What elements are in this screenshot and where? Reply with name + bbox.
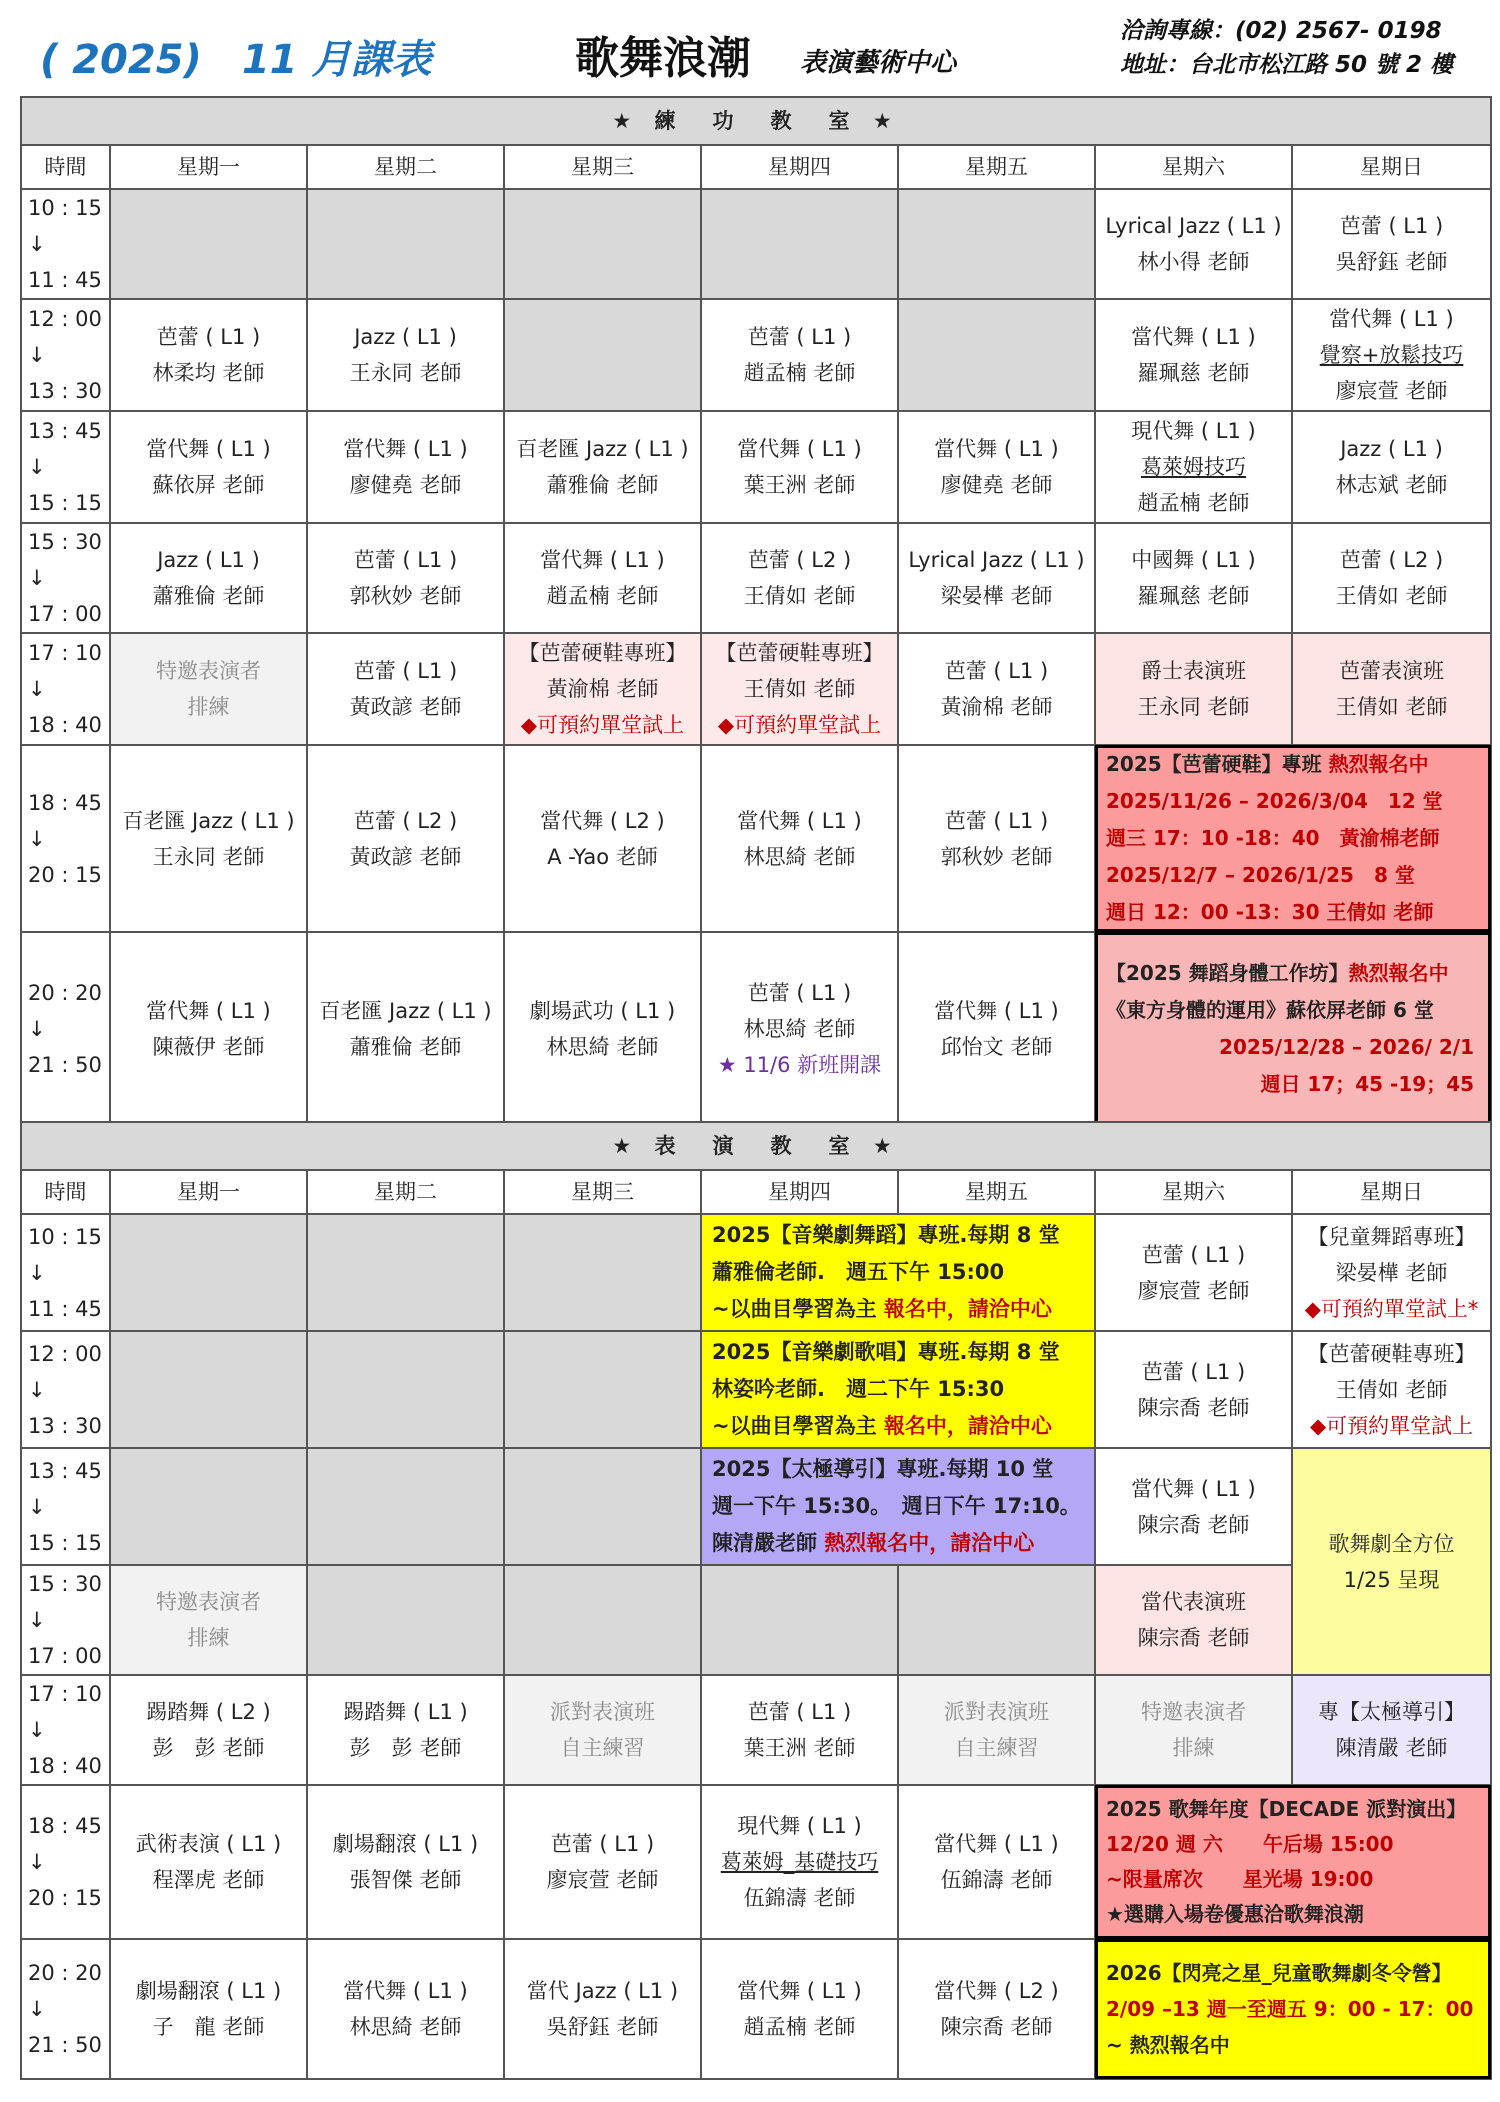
empty-cell xyxy=(898,1565,1095,1675)
class-cell: 芭蕾 ( L1 ) 陳宗喬 老師 xyxy=(1095,1331,1292,1448)
class-cell: 踢踏舞 ( L2 ) 彭 彭 老師 xyxy=(110,1675,307,1785)
table-row xyxy=(21,1214,1491,1331)
time-slot: 10 : 15 ↓ 11 : 45 xyxy=(21,189,110,299)
decade-show-promo: 2025 歌舞年度【DECADE 派對演出】 12/20 週 六 午后場 15:00 ~限量席次 星光場 19:00 ★選購入場卷優惠洽歌舞浪潮 xyxy=(1095,1785,1491,1939)
musical-dance-promo: 2025【音樂劇舞蹈】專班.每期 8 堂 蕭雅倫老師. 週五下午 15:00 ~以曲目學習為主 報名中，請洽中心 xyxy=(701,1214,1095,1331)
time-slot: 18 : 45 ↓ 20 : 15 xyxy=(21,745,110,932)
table-row xyxy=(21,745,1491,932)
table-row xyxy=(21,523,1491,633)
class-cell: 特邀表演者 排練 xyxy=(1095,1675,1292,1785)
page-header xyxy=(0,0,1500,95)
col-sat: 星期六 xyxy=(1095,145,1292,189)
table-row xyxy=(21,932,1491,1126)
performance-room-banner: ★ 表 演 教 室 ★ xyxy=(21,1122,1491,1170)
col-sat: 星期六 xyxy=(1095,1170,1292,1214)
empty-cell xyxy=(110,1448,307,1565)
class-cell: 【芭蕾硬鞋專班】 王倩如 老師 ◆可預約單堂試上 xyxy=(701,633,898,745)
schedule-title: ( 2025) 11 月課表 xyxy=(40,37,432,83)
class-cell: 芭蕾 ( L1 ) 吳舒鈺 老師 xyxy=(1292,189,1491,299)
pointe-class-promo: 2025【芭蕾硬鞋】專班 熱烈報名中 2025/11/26 – 2026/3/04 12 堂 週三 17：10 -18：40 黃渝棉老師 2025/12/7 – 2026/1/25 8 堂 週日 12：00 -13：30 王倩如 老師 xyxy=(1095,745,1491,932)
class-cell: 當代舞 ( L1 ) 羅珮慈 老師 xyxy=(1095,299,1292,411)
class-cell: 當代舞 ( L2 ) A -Yao 老師 xyxy=(504,745,701,932)
table-row xyxy=(21,1448,1491,1565)
class-cell: 當代舞 ( L1 ) 陳宗喬 老師 xyxy=(1095,1448,1292,1565)
musical-showcase-cell: 歌舞劇全方位 1/25 呈現 xyxy=(1292,1448,1491,1675)
class-cell: 當代舞 ( L1 ) 趙孟楠 老師 xyxy=(701,1939,898,2079)
class-cell: 武術表演 ( L1 ) 程澤虎 老師 xyxy=(110,1785,307,1939)
col-sun: 星期日 xyxy=(1292,1170,1491,1214)
col-time: 時間 xyxy=(21,145,110,189)
class-cell: 百老匯 Jazz ( L1 ) 蕭雅倫 老師 xyxy=(504,411,701,523)
table-row xyxy=(21,1331,1491,1448)
class-cell: Lyrical Jazz ( L1 ) 梁晏樺 老師 xyxy=(898,523,1095,633)
training-room-table xyxy=(20,96,1492,1127)
empty-cell xyxy=(110,1331,307,1448)
class-cell: 當代 Jazz ( L1 ) 吳舒鈺 老師 xyxy=(504,1939,701,2079)
time-slot: 18 : 45 ↓ 20 : 15 xyxy=(21,1785,110,1939)
class-cell: 當代表演班 陳宗喬 老師 xyxy=(1095,1565,1292,1675)
col-thu: 星期四 xyxy=(701,145,898,189)
empty-cell xyxy=(504,1214,701,1331)
class-cell: Jazz ( L1 ) 王永同 老師 xyxy=(307,299,504,411)
class-cell: 芭蕾 ( L1 ) 廖宸萱 老師 xyxy=(1095,1214,1292,1331)
winter-camp-promo: 2026【閃亮之星_兒童歌舞劇冬令營】 2/09 –13 週一至週五 9：00 - 17：00 ~ 熱烈報名中 xyxy=(1095,1939,1491,2079)
class-cell: 當代舞 ( L1 ) 趙孟楠 老師 xyxy=(504,523,701,633)
class-cell: 當代舞 ( L1 ) 林思綺 老師 xyxy=(307,1939,504,2079)
class-cell: 芭蕾 ( L1 ) 廖宸萱 老師 xyxy=(504,1785,701,1939)
table-row xyxy=(21,1939,1491,2079)
time-slot: 15 : 30 ↓ 17 : 00 xyxy=(21,523,110,633)
empty-cell xyxy=(307,1565,504,1675)
time-slot: 12 : 00 ↓ 13 : 30 xyxy=(21,1331,110,1448)
empty-cell xyxy=(504,1448,701,1565)
time-slot: 20 : 20 ↓ 21 : 50 xyxy=(21,932,110,1126)
brand-subtitle: 表演藝術中心 xyxy=(800,48,957,78)
class-cell: 【兒童舞蹈專班】 梁晏樺 老師 ◆可預約單堂試上* xyxy=(1292,1214,1491,1331)
class-cell: 劇場翻滾 ( L1 ) 張智傑 老師 xyxy=(307,1785,504,1939)
class-cell: 百老匯 Jazz ( L1 ) 蕭雅倫 老師 xyxy=(307,932,504,1126)
empty-cell xyxy=(504,189,701,299)
class-cell: 【芭蕾硬鞋專班】 黃渝棉 老師 ◆可預約單堂試上 xyxy=(504,633,701,745)
table-row xyxy=(21,1675,1491,1785)
empty-cell xyxy=(898,189,1095,299)
col-wed: 星期三 xyxy=(504,145,701,189)
time-slot: 13 : 45 ↓ 15 : 15 xyxy=(21,1448,110,1565)
taichi-promo: 2025【太極導引】專班.每期 10 堂 週一下午 15:30。 週日下午 17:10。 陳清嚴老師 熱烈報名中，請洽中心 xyxy=(701,1448,1095,1565)
empty-cell xyxy=(701,189,898,299)
class-cell: 專【太極導引】 陳清嚴 老師 xyxy=(1292,1675,1491,1785)
brand-name: 歌舞浪潮 xyxy=(575,33,751,84)
class-cell: 當代舞 ( L1 ) 蘇依屏 老師 xyxy=(110,411,307,523)
table-row xyxy=(21,1565,1491,1675)
class-cell: Lyrical Jazz ( L1 ) 林小得 老師 xyxy=(1095,189,1292,299)
table-row xyxy=(21,633,1491,745)
class-cell: 現代舞 ( L1 ) 葛萊姆技巧 趙孟楠 老師 xyxy=(1095,411,1292,523)
class-cell: 當代舞 ( L2 ) 陳宗喬 老師 xyxy=(898,1939,1095,2079)
class-cell: 當代舞 ( L1 ) 陳薇伊 老師 xyxy=(110,932,307,1126)
empty-cell xyxy=(504,1565,701,1675)
class-cell: 當代舞 ( L1 ) 廖健堯 老師 xyxy=(307,411,504,523)
class-cell: 芭蕾 ( L2 ) 王倩如 老師 xyxy=(701,523,898,633)
class-cell: 特邀表演者 排練 xyxy=(110,1565,307,1675)
empty-cell xyxy=(504,299,701,411)
class-cell: 芭蕾 ( L1 ) 林柔均 老師 xyxy=(110,299,307,411)
class-cell: 芭蕾 ( L1 ) 郭秋妙 老師 xyxy=(307,523,504,633)
class-cell: 【芭蕾硬鞋專班】 王倩如 老師 ◆可預約單堂試上 xyxy=(1292,1331,1491,1448)
phone-text: 洽詢專線：(02) 2567- 0198 xyxy=(1120,18,1442,44)
class-cell: 踢踏舞 ( L1 ) 彭 彭 老師 xyxy=(307,1675,504,1785)
address-text: 地址：台北市松江路 50 號 2 樓 xyxy=(1120,52,1454,78)
col-sun: 星期日 xyxy=(1292,145,1491,189)
class-cell: 百老匯 Jazz ( L1 ) 王永同 老師 xyxy=(110,745,307,932)
empty-cell xyxy=(898,299,1095,411)
empty-cell xyxy=(307,1448,504,1565)
musical-singing-promo: 2025【音樂劇歌唱】專班.每期 8 堂 林姿吟老師. 週二下午 15:30 ~以曲目學習為主 報名中，請洽中心 xyxy=(701,1331,1095,1448)
empty-cell xyxy=(701,1565,898,1675)
col-mon: 星期一 xyxy=(110,145,307,189)
time-slot: 10 : 15 ↓ 11 : 45 xyxy=(21,1214,110,1331)
contact-info xyxy=(1120,14,1453,82)
class-cell: 芭蕾 ( L1 ) 黃政諺 老師 xyxy=(307,633,504,745)
class-cell: 爵士表演班 王永同 老師 xyxy=(1095,633,1292,745)
time-slot: 12 : 00 ↓ 13 : 30 xyxy=(21,299,110,411)
time-slot: 17 : 10 ↓ 18 : 40 xyxy=(21,633,110,745)
training-room-banner: ★ 練 功 教 室 ★ xyxy=(21,97,1491,145)
workshop-promo: 【2025 舞蹈身體工作坊】熱烈報名中 《東方身體的運用》蘇依屏老師 6 堂 2025/12/28 – 2026/ 2/1 週日 17；45 -19；45 xyxy=(1095,932,1491,1126)
empty-cell xyxy=(307,189,504,299)
class-cell: 當代舞 ( L1 ) 廖健堯 老師 xyxy=(898,411,1095,523)
time-slot: 17 : 10 ↓ 18 : 40 xyxy=(21,1675,110,1785)
class-cell: Jazz ( L1 ) 林志斌 老師 xyxy=(1292,411,1491,523)
class-cell: 特邀表演者 排練 xyxy=(110,633,307,745)
col-thu: 星期四 xyxy=(701,1170,898,1214)
column-header-row xyxy=(21,1170,1491,1214)
class-cell: 中國舞 ( L1 ) 羅珮慈 老師 xyxy=(1095,523,1292,633)
col-mon: 星期一 xyxy=(110,1170,307,1214)
col-fri: 星期五 xyxy=(898,1170,1095,1214)
table-row xyxy=(21,299,1491,411)
table-row xyxy=(21,1785,1491,1939)
class-cell: 當代舞 ( L1 ) 葉王洲 老師 xyxy=(701,411,898,523)
class-cell: 芭蕾 ( L1 ) 林思綺 老師 ★ 11/6 新班開課 xyxy=(701,932,898,1126)
class-cell: 劇場翻滾 ( L1 ) 子 龍 老師 xyxy=(110,1939,307,2079)
class-cell: 芭蕾 ( L1 ) 葉王洲 老師 xyxy=(701,1675,898,1785)
class-cell: 當代舞 ( L1 ) 覺察+放鬆技巧 廖宸萱 老師 xyxy=(1292,299,1491,411)
column-header-row xyxy=(21,145,1491,189)
time-slot: 13 : 45 ↓ 15 : 15 xyxy=(21,411,110,523)
time-slot: 20 : 20 ↓ 21 : 50 xyxy=(21,1939,110,2079)
empty-cell xyxy=(504,1331,701,1448)
class-cell: 芭蕾 ( L1 ) 黃渝棉 老師 xyxy=(898,633,1095,745)
class-cell: 芭蕾 ( L1 ) 趙孟楠 老師 xyxy=(701,299,898,411)
class-cell: 芭蕾 ( L2 ) 王倩如 老師 xyxy=(1292,523,1491,633)
class-cell: 芭蕾 ( L1 ) 郭秋妙 老師 xyxy=(898,745,1095,932)
col-wed: 星期三 xyxy=(504,1170,701,1214)
class-cell: 芭蕾表演班 王倩如 老師 xyxy=(1292,633,1491,745)
class-cell: 劇場武功 ( L1 ) 林思綺 老師 xyxy=(504,932,701,1126)
class-cell: 當代舞 ( L1 ) 林思綺 老師 xyxy=(701,745,898,932)
col-fri: 星期五 xyxy=(898,145,1095,189)
class-cell: Jazz ( L1 ) 蕭雅倫 老師 xyxy=(110,523,307,633)
time-slot: 15 : 30 ↓ 17 : 00 xyxy=(21,1565,110,1675)
table-row xyxy=(21,411,1491,523)
class-cell: 芭蕾 ( L2 ) 黃政諺 老師 xyxy=(307,745,504,932)
col-time: 時間 xyxy=(21,1170,110,1214)
class-cell: 現代舞 ( L1 ) 葛萊姆_基礎技巧 伍錦濤 老師 xyxy=(701,1785,898,1939)
class-cell: 派對表演班 自主練習 xyxy=(504,1675,701,1785)
col-tue: 星期二 xyxy=(307,145,504,189)
table-row xyxy=(21,189,1491,299)
empty-cell xyxy=(110,189,307,299)
empty-cell xyxy=(307,1214,504,1331)
class-cell: 當代舞 ( L1 ) 伍錦濤 老師 xyxy=(898,1785,1095,1939)
class-cell: 當代舞 ( L1 ) 邱怡文 老師 xyxy=(898,932,1095,1126)
empty-cell xyxy=(307,1331,504,1448)
performance-room-table xyxy=(20,1121,1492,2080)
col-tue: 星期二 xyxy=(307,1170,504,1214)
class-cell: 派對表演班 自主練習 xyxy=(898,1675,1095,1785)
empty-cell xyxy=(110,1214,307,1331)
